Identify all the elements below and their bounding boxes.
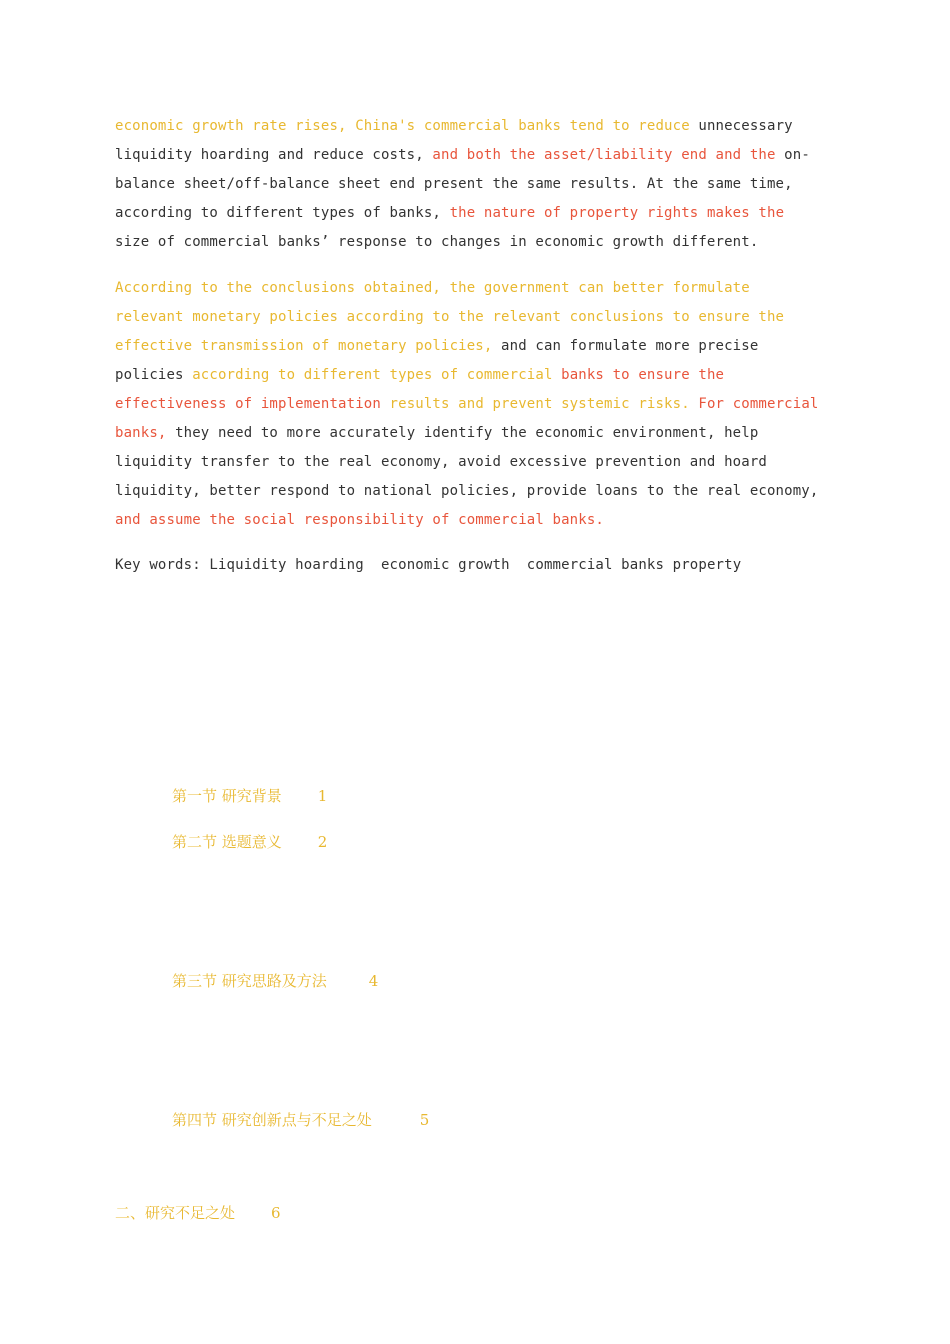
toc-item-title: 第三节 研究思路及方法 [172,972,327,990]
text-run: banks to ensure the effectiveness of implementation [115,367,725,412]
toc-item[interactable] [172,786,327,806]
toc-item-page: 1 [317,787,328,805]
abstract-paragraph-1 [115,112,827,257]
text-run: and can formulate more precise policies [115,338,759,383]
toc-item-page: 4 [368,972,379,990]
text-run: For commercial banks, [115,396,819,441]
toc-item[interactable] [172,832,327,852]
text-run: and both the asset/liability end and the [432,147,785,163]
toc-item[interactable] [172,971,378,991]
text-run: results and prevent systemic risks. [389,396,699,412]
toc-item-title: 第二节 选题意义 [172,833,282,851]
toc-item[interactable] [172,1110,429,1130]
text-run: and assume the social responsibility of commercial banks. [115,512,604,528]
text-run: economic growth rate rises, China's commercial banks tend to reduce [115,118,699,134]
text-run: According to the conclusions obtained, the government can better formulate relevant monetary policies according to the relevant conclusions to ensure the effective transmission of monetary policies, [115,280,785,354]
text-run: size of commercial banks’ response to changes in economic growth different. [115,234,759,250]
toc-item-page: 2 [317,833,328,851]
keywords-line [115,551,827,580]
toc-item-page: 5 [419,1111,430,1129]
text-run: they need to more accurately identify the economic environment, help liquidity transfer to the real economy, avoid excessive prevention and hoard liquidity, better respond to national policies, provide loans to the real economy, [115,425,819,499]
abstract-paragraph-2 [115,274,827,535]
keywords-label: Key words: [115,557,201,573]
keywords-value: Liquidity hoarding economic growth commercial banks property [209,557,742,573]
toc-item-page: 6 [271,1204,281,1222]
text-run: the nature of property rights makes the [449,205,785,221]
text-run: unnecessary liquidity hoarding and reduce costs, [115,118,793,163]
toc-item-title: 第四节 研究创新点与不足之处 [172,1111,372,1129]
toc-item[interactable] [115,1203,281,1223]
text-run: on-balance sheet/off-balance sheet end present the same results. At the same time, according to different types of banks, [115,147,810,221]
toc-item-title: 二、研究不足之处 [115,1204,236,1222]
text-run: according to different types of commercial [192,367,562,383]
toc-item-title: 第一节 研究背景 [172,787,282,805]
